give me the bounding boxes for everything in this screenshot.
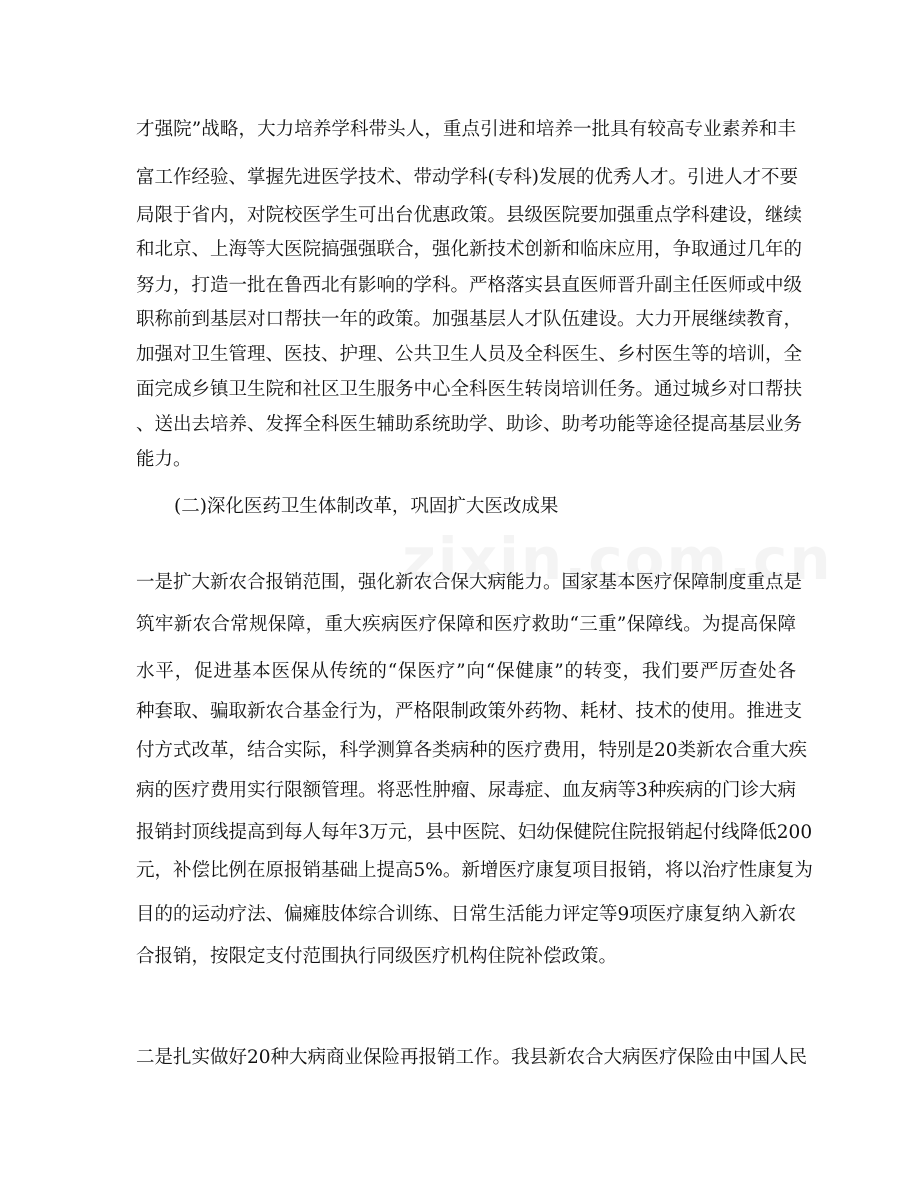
paragraph-line: 职称前到基层对口帮扶一年的政策。加强基层人才队伍建设。大力开展继续教育，: [136, 309, 803, 330]
paragraph-line: 病的医疗费用实行限额管理。将恶性肿瘤、尿毒症、血友病等3种疾病的门诊大病: [136, 780, 796, 801]
paragraph-line: 面完成乡镇卫生院和社区卫生服务中心全科医生转岗培训任务。通过城乡对口帮扶: [136, 379, 803, 400]
paragraph-line: 富工作经验、掌握先进医学技术、带动学科(专科)发展的优秀人才。引进人才不要: [136, 167, 798, 188]
paragraph-line: 局限于省内，对院校医学生可出台优惠政策。县级医院要加强重点学科建设，继续: [136, 205, 803, 226]
paragraph-line: 努力，打造一批在鲁西北有影响的学科。严格落实县直医师晋升副主任医师或中级: [136, 275, 803, 296]
paragraph-line: 、送出去培养、发挥全科医生辅助系统助学、助诊、助考功能等途径提高基层业务: [136, 414, 803, 435]
paragraph-line: 付方式改革，结合实际，科学测算各类病种的医疗费用，特别是20类新农合重大疾: [136, 740, 808, 761]
paragraph-line: 筑牢新农合常规保障，重大疾病医疗保障和医疗救助“三重”保障线。为提高保障: [136, 614, 796, 635]
paragraph-line: 报销封顶线提高到每人每年3万元，县中医院、妇幼保健院住院报销起付线降低200: [136, 822, 813, 843]
paragraph-line: 加强对卫生管理、医技、护理、公共卫生人员及全科医生、乡村医生等的培训，全: [136, 344, 803, 365]
paragraph-line: 二是扎实做好20种大病商业保险再报销工作。我县新农合大病医疗保险由中国人民: [136, 1047, 808, 1068]
section-heading: (二)深化医药卫生体制改革，巩固扩大医改成果: [174, 496, 559, 517]
paragraph-line: 合报销，按限定支付范围执行同级医疗机构住院补偿政策。: [136, 946, 618, 967]
paragraph-line: 一是扩大新农合报销范围，强化新农合保大病能力。国家基本医疗保障制度重点是: [136, 572, 803, 593]
paragraph-line: 水平，促进基本医保从传统的“保医疗”向“保健康”的转变，我们要严厉查处各: [136, 661, 796, 682]
paragraph-line: 元，补偿比例在原报销基础上提高5%。新增医疗康复项目报销，将以治疗性康复为: [136, 860, 813, 881]
paragraph-line: 才强院”战略，大力培养学科带头人，重点引进和培养一批具有较高专业素养和丰: [136, 119, 796, 140]
paragraph-line: 目的的运动疗法、偏瘫肢体综合训练、日常生活能力评定等9项医疗康复纳入新农: [136, 904, 796, 925]
paragraph-line: 和北京、上海等大医院搞强强联合，强化新技术创新和临床应用，争取通过几年的: [136, 239, 803, 260]
paragraph-line: 种套取、骗取新农合基金行为，严格限制政策外药物、耗材、技术的使用。推进支: [136, 701, 803, 722]
paragraph-line: 能力。: [136, 449, 192, 470]
